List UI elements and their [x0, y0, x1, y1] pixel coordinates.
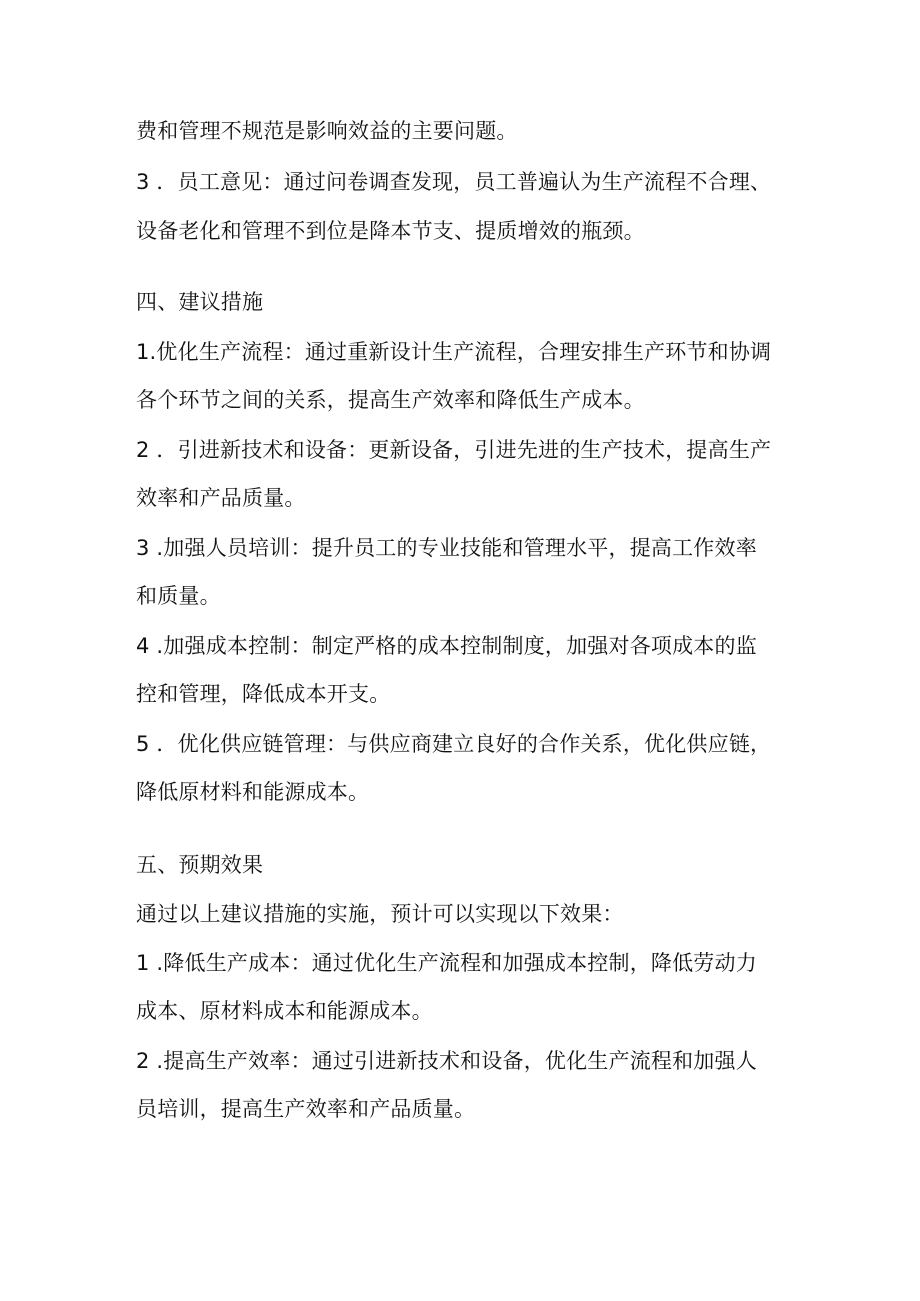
- section-heading: 五、预期效果: [136, 853, 264, 877]
- list-item-line: 设备老化和管理不到位是降本节支、提质增效的瓶颈。: [136, 219, 645, 243]
- list-item-line: 1 .降低生产成本：通过优化生产流程和加强成本控制，降低劳动力: [136, 951, 757, 975]
- list-item-line: 员培训，提高生产效率和产品质量。: [136, 1097, 476, 1121]
- list-item-line: 效率和产品质量。: [136, 486, 306, 510]
- section-heading: 四、建议措施: [136, 290, 264, 314]
- list-item-line: 3 .加强人员培训：提升员工的专业技能和管理水平，提高工作效率: [136, 536, 757, 560]
- list-item-line: 2 ．引进新技术和设备：更新设备，引进先进的生产技术，提高生产: [136, 438, 772, 462]
- list-item-line: 各个环节之间的关系，提高生产效率和降低生产成本。: [136, 388, 645, 412]
- paragraph-line: 费和管理不规范是影响效益的主要问题。: [136, 119, 518, 143]
- paragraph-line: 通过以上建议措施的实施，预计可以实现以下效果：: [136, 902, 624, 926]
- list-item-line: 3 ．员工意见：通过问卷调查发现，员工普遍认为生产流程不合理、: [136, 170, 772, 194]
- list-item-line: 控和管理，降低成本开支。: [136, 682, 391, 706]
- list-item-line: 和质量。: [136, 584, 221, 608]
- list-item-line: 降低原材料和能源成本。: [136, 780, 370, 804]
- list-item-line: 1.优化生产流程：通过重新设计生产流程，合理安排生产环节和协调: [136, 340, 772, 364]
- list-item-line: 4 .加强成本控制：制定严格的成本控制制度，加强对各项成本的监: [136, 634, 757, 658]
- list-item-line: 5 ．优化供应链管理：与供应商建立良好的合作关系，优化供应链，: [136, 732, 772, 756]
- list-item-line: 成本、原材料成本和能源成本。: [136, 999, 433, 1023]
- list-item-line: 2 .提高生产效率：通过引进新技术和设备，优化生产流程和加强人: [136, 1049, 757, 1073]
